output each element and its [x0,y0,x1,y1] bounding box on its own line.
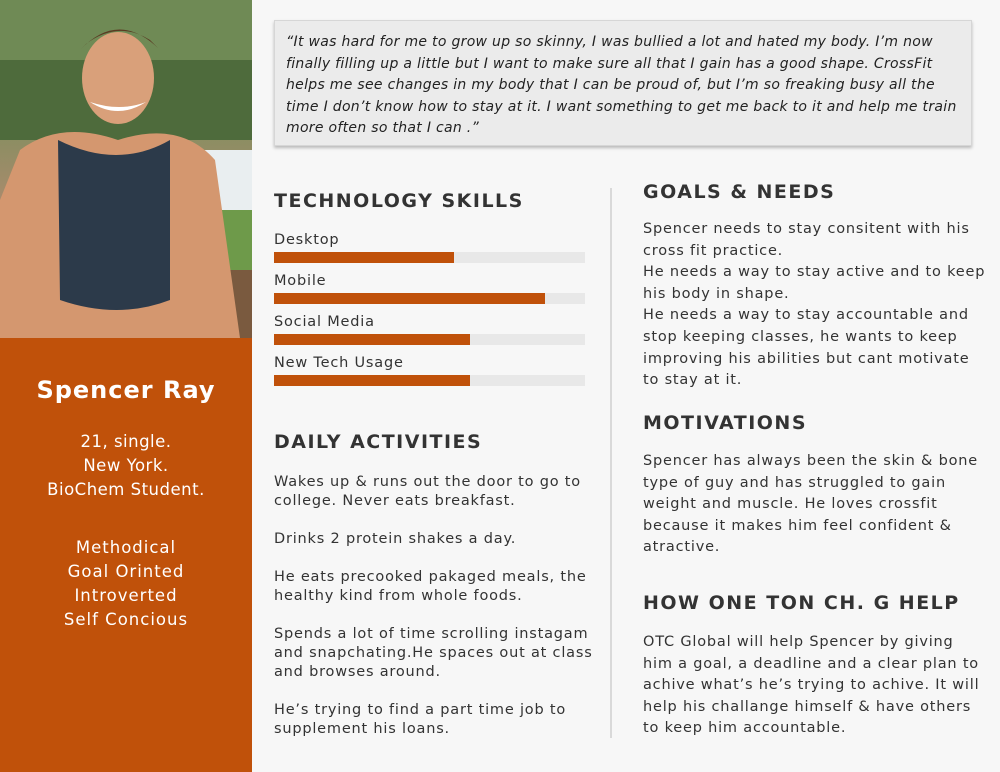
persona-quote: “It was hard for me to grow up so skinny, I was bullied a lot and hated my body. I’m now finally filling up a little but I want to make sure all that I gain has a good shape. CrossFit helps me see changes in my body that I can be proud of, but I’m so freaking busy all the time I don’t know how to stay at it. I want something to get me back to it and help me train more often so that I can .” [274,20,972,146]
column-divider [610,188,612,738]
skill-label: Mobile [274,273,327,289]
skill-bar-fill [274,293,545,304]
help-heading: HOW ONE TON CH. G HELP [643,592,960,614]
goals-needs-heading: GOALS & NEEDS [643,181,836,203]
persona-meta [0,430,252,502]
skill-bar-fill [274,334,470,345]
skill-label: Social Media [274,314,375,330]
goal-line: He needs a way to stay accountable and stop keeping classes, he wants to keep improving his abilities but cant motivate to stay at it. [643,307,970,389]
skill-row [274,271,586,312]
activity-paragraph: Drinks 2 protein shakes a day. [274,531,517,547]
skill-row [274,230,586,271]
trait-item: Methodical [75,538,177,557]
skill-bar-fill [274,375,470,386]
trait-item: Self Concious [63,610,189,629]
trait-item: Introverted [74,586,178,605]
activity-paragraph: Wakes up & runs out the door to go to college. Never eats breakfast. [274,474,581,509]
profile-photo [0,0,252,338]
persona-age: 21, single. [80,432,172,451]
help-text: OTC Global will help Spencer by giving him a goal, a deadline and a clear plan to achive what’s he’s trying to achive. It will help his challange himself & have others to keep him accountable. [643,634,980,737]
skill-bar-track [274,293,585,304]
skill-label: Desktop [274,232,340,248]
trait-item: Goal Orinted [67,562,185,581]
profile-photo-illustration [0,0,252,338]
goal-line: He needs a way to stay active and to keep his body in shape. [643,264,986,302]
tech-skills-heading: TECHNOLOGY SKILLS [274,190,524,212]
tech-skills-list [274,230,586,394]
persona-traits [0,536,252,632]
skill-bar-track [274,375,585,386]
activity-paragraph: Spends a lot of time scrolling instagam and snapchating.He spaces out at class and browses around. [274,626,593,680]
activity-paragraph: He’s trying to find a part time job to supplement his loans. [274,702,567,737]
goals-needs-text [643,219,988,392]
skill-bar-track [274,252,585,263]
motivations-heading: MOTIVATIONS [643,412,808,434]
persona-name: Spencer Ray [36,376,216,404]
profile-sidebar [0,338,252,772]
goal-line: Spencer needs to stay consitent with his cross fit practice. [643,221,970,259]
daily-activities-text [274,473,604,758]
skill-label: New Tech Usage [274,355,404,371]
skill-bar-track [274,334,585,345]
persona-occupation: BioChem Student. [47,480,205,499]
skill-row [274,312,586,353]
activity-paragraph: He eats precooked pakaged meals, the healthy kind from whole foods. [274,569,587,604]
motivations-text: Spencer has always been the skin & bone type of guy and has struggled to gain weight and muscle. He loves crossfit because it makes him feel confident & atractive. [643,453,978,556]
daily-activities-heading: DAILY ACTIVITIES [274,431,483,453]
persona-location: New York. [83,456,169,475]
skill-row [274,353,586,394]
skill-bar-fill [274,252,454,263]
